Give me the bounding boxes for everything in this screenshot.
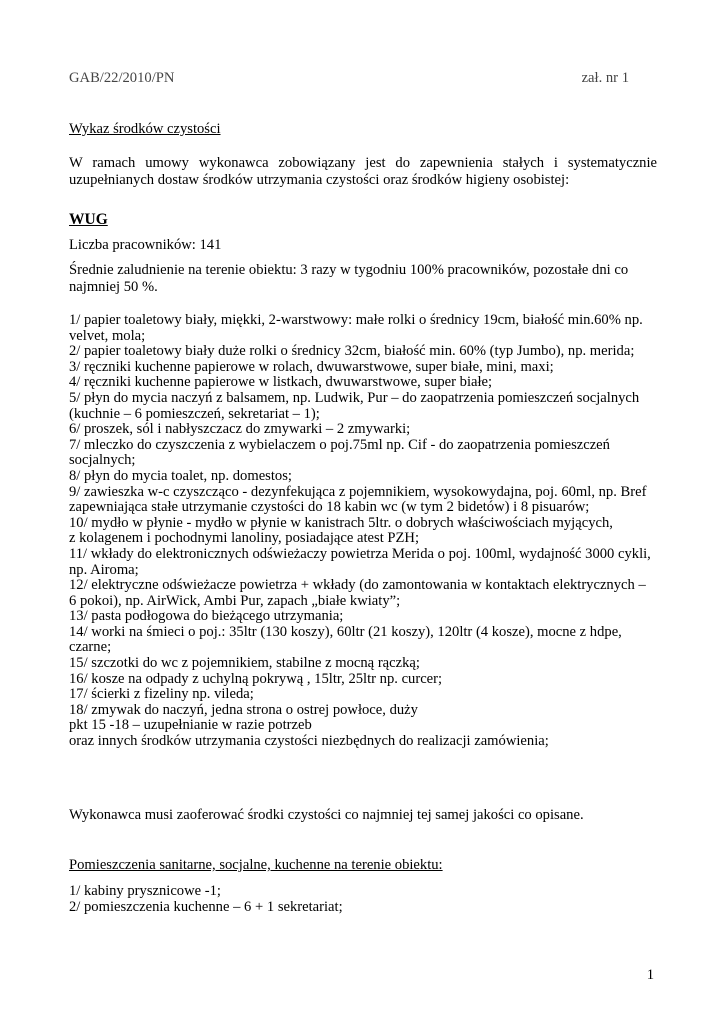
- employee-count: Liczba pracowników: 141: [69, 237, 222, 253]
- list-item: 15/ szczotki do wc z pojemnikiem, stabilne z mocną rączką;: [69, 655, 420, 672]
- room-item: 1/ kabiny prysznicowe -1;: [69, 883, 221, 899]
- list-item: velvet, mola;: [69, 327, 146, 344]
- list-item: np. Airoma;: [69, 561, 139, 578]
- list-item: 3/ ręczniki kuchenne papierowe w rolach, dwuwarstwowe, super białe, mini, maxi;: [69, 358, 554, 375]
- rooms-heading: Pomieszczenia sanitarne, socjalne, kuchenne na terenie obiektu:: [69, 857, 443, 873]
- list-item: 16/ kosze na odpady z uchylną pokrywą , 15ltr, 25ltr np. curcer;: [69, 670, 443, 687]
- list-item: 7/ mleczko do czyszczenia z wybielaczem o poj.75ml np. Cif - do zaopatrzenia pomieszczeń: [69, 436, 610, 453]
- list-item: pkt 15 -18 – uzupełnianie w razie potrzeb: [69, 717, 312, 734]
- list-item: 11/ wkłady do elektronicznych odświeżaczy powietrza Merida o poj. 100ml, wydajność 3000 cykli,: [69, 545, 651, 562]
- list-item: 1/ papier toaletowy biały, miękki, 2-warstwowy: małe rolki o średnicy 19cm, białość min.60% np.: [69, 312, 643, 328]
- list-item: oraz innych środków utrzymania czystości niezbędnych do realizacji zamówienia;: [69, 733, 549, 750]
- document-title: Wykaz środków czystości: [69, 121, 221, 137]
- list-item: 13/ pasta podłogowa do bieżącego utrzymania;: [69, 608, 344, 625]
- room-item: 2/ pomieszczenia kuchenne – 6 + 1 sekretariat;: [69, 899, 343, 915]
- list-item: (kuchnie – 6 pomieszczeń, sekretariat – 1);: [69, 405, 320, 422]
- occupancy-line-1: Średnie zaludnienie na terenie obiektu: 3 razy w tygodniu 100% pracowników, pozostałe dni co: [69, 262, 629, 278]
- items-list: [69, 313, 659, 750]
- list-item: czarne;: [69, 639, 112, 656]
- list-item: 6 pokoi), np. AirWick, Ambi Pur, zapach „białe kwiaty”;: [69, 592, 401, 609]
- list-item: 2/ papier toaletowy biały duże rolki o średnicy 32cm, białość min. 60% (typ Jumbo), np. merida;: [69, 343, 635, 360]
- list-item: 5/ płyn do mycia naczyń z balsamem, np. Ludwik, Pur – do zaopatrzenia pomieszczeń socjalnych: [69, 389, 640, 406]
- list-item: 17/ ścierki z fizeliny np. vileda;: [69, 686, 254, 703]
- occupancy-line-2: najmniej 50 %.: [69, 279, 158, 295]
- list-item: 14/ worki na śmieci o poj.: 35ltr (130 koszy), 60ltr (21 koszy), 120ltr (4 kosze), mocne z hdpe,: [69, 623, 622, 640]
- list-item: z kolagenem i pochodnymi lanoliny, posiadające atest PZH;: [69, 530, 420, 547]
- list-item: 12/ elektryczne odświeżacze powietrza + wkłady (do zamontowania w kontaktach elektrycznych –: [69, 577, 646, 594]
- list-item: zapewniająca stałe utrzymanie czystości do 18 kabin wc (w tym 2 bidetów) i 8 pisuarów;: [69, 499, 590, 516]
- section-heading: WUG: [69, 211, 108, 228]
- page-number: 1: [646, 967, 654, 983]
- list-item: 10/ mydło w płynie - mydło w płynie w kanistrach 5ltr. o dobrych właściwościach myjących,: [69, 514, 613, 531]
- list-item: 9/ zawieszka w-c czyszcząco - dezynfekująca z pojemnikiem, wysokowydajna, poj. 60ml, np. Bref: [69, 483, 647, 500]
- intro-paragraph: W ramach umowy wykonawca zobowiązany jest do zapewnienia stałych i systematycznie uzupełnianych dostaw środków utrzymania czystości oraz środków higieny osobistej:: [69, 155, 657, 189]
- list-item: socjalnych;: [69, 452, 136, 469]
- quality-note: Wykonawca musi zaoferować środki czystości co najmniej tej samej jakości co opisane.: [69, 807, 584, 823]
- list-item: 8/ płyn do mycia toalet, np. domestos;: [69, 467, 292, 484]
- list-item: 4/ ręczniki kuchenne papierowe w listkach, dwuwarstwowe, super białe;: [69, 374, 493, 391]
- list-item: 6/ proszek, sól i nabłyszczacz do zmywarki – 2 zmywarki;: [69, 421, 411, 438]
- document-reference: GAB/22/2010/PN: [69, 70, 175, 86]
- list-item: 18/ zmywak do naczyń, jedna strona o ostrej powłoce, duży: [69, 701, 418, 718]
- attachment-number: zał. nr 1: [581, 70, 629, 86]
